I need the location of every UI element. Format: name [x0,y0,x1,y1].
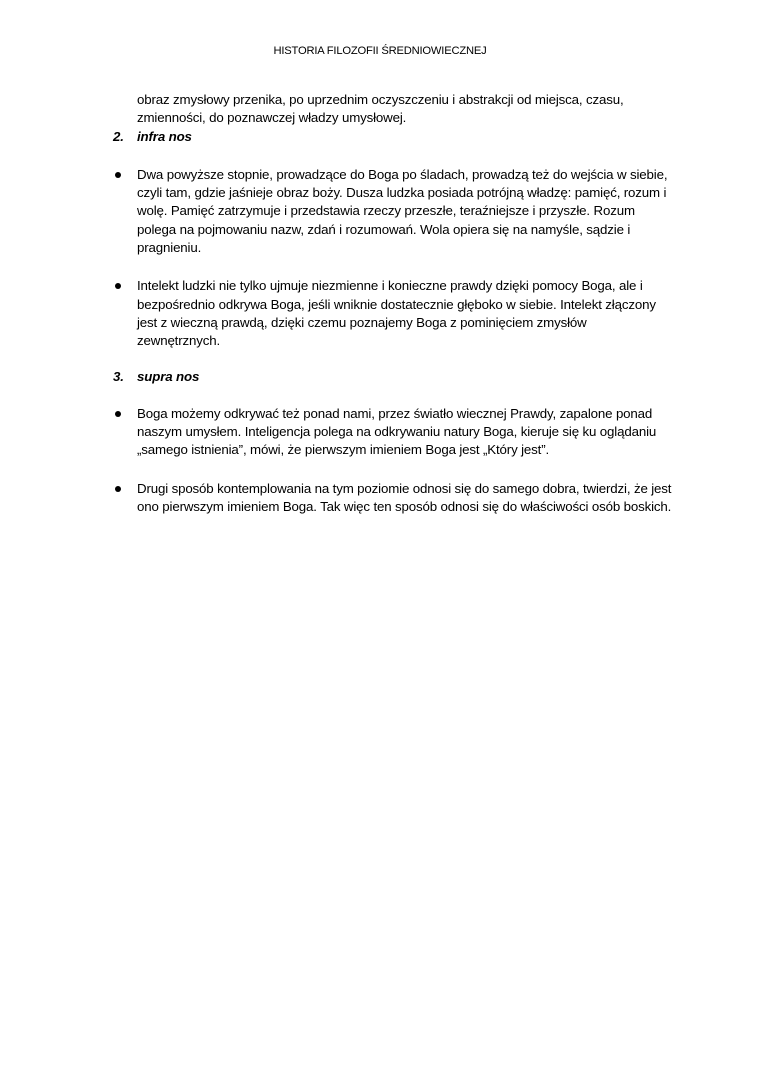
list-item-text: Intelekt ludzki nie tylko ujmuje niezmienne i konieczne prawdy dzięki pomocy Boga, ale i bezpośrednio odkrywa Boga, jeśli wniknie dostatecznie głęboko w siebie. Intelekt złączony jest z wieczną prawdą, dzięki czemu poznajemy Boga z pominięciem zmysłów zewnętrznych. [137,278,656,349]
section-title: supra nos [137,368,200,384]
intro-paragraph: obraz zmysłowy przenika, po uprzednim oczyszczeniu i abstrakcji od miejsca, czasu, zmienności, do poznawczej władzy umysłowej. [137,92,624,126]
list-item [113,277,673,350]
list-item-text: Drugi sposób kontemplowania na tym poziomie odnosi się do samego dobra, twierdzi, że jest ono pierwszym imieniem Boga. Tak więc ten sposób odnosi się do właściwości osób boskich. [137,480,672,515]
section-heading-supra-nos [113,368,673,386]
list-item [113,405,673,460]
bullet-icon [113,480,137,517]
bullet-icon [113,166,137,257]
document-body [113,91,673,516]
bullet-icon [113,405,137,460]
list-item [113,480,673,517]
section-title: infra nos [137,128,192,144]
running-header: HISTORIA FILOZOFII ŚREDNIOWIECZNEJ [273,45,487,57]
bullet-icon [113,277,137,350]
section-number: 2. [113,128,124,144]
section-heading-infra-nos [113,128,673,146]
list-item [113,166,673,257]
section-number: 3. [113,368,124,384]
list-item-text: Dwa powyższe stopnie, prowadzące do Boga po śladach, prowadzą też do wejścia w siebie, czyli tam, gdzie jaśnieje obraz boży. Dusza ludzka posiada potrójną władzę: pamięć, rozum i wolę. Pamięć zatrzymuje i przedstawia rzeczy przeszłe, teraźniejsze i przyszłe. Rozum polega na pojmowaniu nazw, zdań i rozumowań. Wola opiera się na namyśle, sądzie i pragnieniu. [137,166,668,256]
list-item-text: Boga możemy odkrywać też ponad nami, przez światło wiecznej Prawdy, zapalone ponad naszym umysłem. Inteligencja polega na odkrywaniu natury Boga, kieruje się ku oglądaniu „samego istnienia”, mówi, że pierwszym imieniem Boga jest „Który jest”. [137,405,657,458]
